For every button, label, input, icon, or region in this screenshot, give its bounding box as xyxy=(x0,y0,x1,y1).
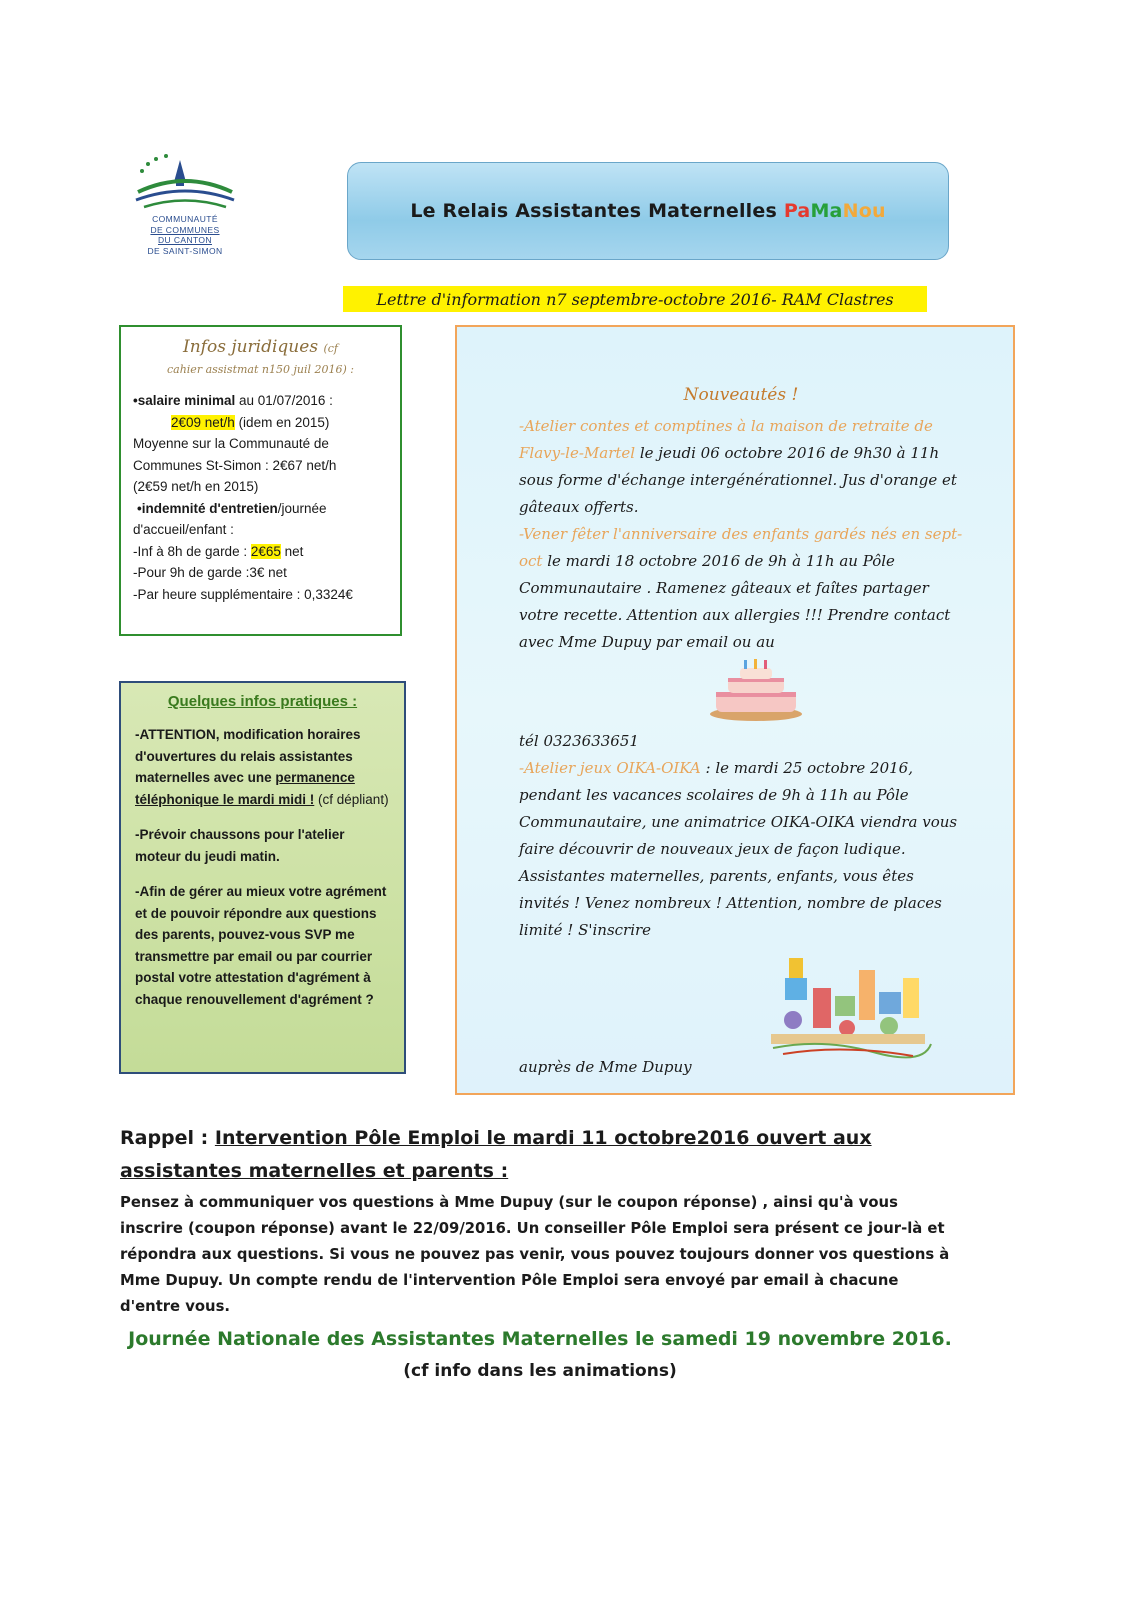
title-nou: Nou xyxy=(842,200,886,222)
news-item xyxy=(519,413,963,521)
title-pa: Pa xyxy=(783,200,811,222)
legal-body xyxy=(133,390,388,605)
news-item-title: -Vener fêter l'anniversaire des enfants gardés nés en sept-oct xyxy=(519,525,963,570)
practical-item: -Afin de gérer au mieux votre agrément et de pouvoir répondre aux questions des parents, pouvez-vous SVP me transmettre par email ou par courrier postal votre attestation d'agrément à chaque renouvellement d'agrément ? xyxy=(135,884,387,1007)
inf8-prefix: -Inf à 8h de garde : xyxy=(133,543,251,559)
logo-line: DE COMMUNES xyxy=(150,224,220,235)
salaire-prev: (idem en 2015) xyxy=(234,414,330,430)
news-item-title: -Atelier jeux OIKA-OIKA xyxy=(519,759,701,777)
logo-emblem-icon xyxy=(130,152,240,214)
reminder-prefix: Rappel : xyxy=(120,1127,215,1149)
salaire-value: 2€09 net/h xyxy=(171,414,235,430)
practical-heading: Quelques infos pratiques : xyxy=(167,693,358,710)
indemnite-suffix: /journée xyxy=(277,500,327,516)
legal-source: cahier assistmat n150 juil 2016) : xyxy=(166,363,355,376)
journee-line2: (cf info dans les animations) xyxy=(403,1361,677,1381)
h9-line: -Pour 9h de garde :3€ net xyxy=(133,565,287,580)
moyenne-line: Communes St-Simon : 2€67 net/h xyxy=(133,457,337,473)
extra-hour-line: -Par heure supplémentaire : 0,3324€ xyxy=(133,586,353,602)
reminder-body: Pensez à communiquer vos questions à Mme Dupuy (sur le coupon réponse) , ainsi qu'à vous inscrire (coupon réponse) avant le 22/09/2016. Un conseiller Pôle Emploi sera présent ce jour-là et répondra aux questions. Si vous ne pouvez pas venir, vous pouvez toujours donner vos questions à Mme Dupuy. Un compte rendu de l'intervention Pôle Emploi sera envoyé par email à chacune d'entre vous. xyxy=(120,1194,950,1315)
news-item-end: auprès de Mme Dupuy xyxy=(519,1058,692,1076)
news-box xyxy=(455,325,1015,1095)
logo-line: DU CANTON xyxy=(158,235,212,245)
page-title xyxy=(410,200,885,222)
legal-heading-note: (cf xyxy=(323,342,338,355)
legal-heading xyxy=(133,337,388,357)
practical-p1-end: (cf dépliant) xyxy=(314,791,389,807)
logo-line: DE SAINT-SIMON xyxy=(147,245,223,256)
wooden-toys-image xyxy=(519,948,963,1060)
salaire-date: au 01/07/2016 : xyxy=(235,393,333,408)
news-item-body: : le mardi 25 octobre 2016, pendant les vacances scolaires de 9h à 11h au Pôle Communautaire, une animatrice OIKA-OIKA viendra vous faire découvrir de nouveaux jeux de façon ludique. Assistantes maternelles, parents, enfants, vous êtes invités ! Venez nombreux ! Attention, nombre de places limité ! S'inscrire xyxy=(519,759,958,939)
news-heading: Nouveautés ! xyxy=(683,385,799,405)
moyenne-line: Moyenne sur la Communauté de xyxy=(133,436,329,451)
logo-text xyxy=(130,214,240,256)
inf8-value: 2€65 xyxy=(250,543,281,559)
legal-info-box xyxy=(119,325,402,636)
contact-phone: tél 0323633651 xyxy=(519,732,639,750)
cake-icon xyxy=(706,658,806,722)
indemnite-label: •indemnité d'entretien xyxy=(137,500,278,516)
moyenne-line: (2€59 net/h en 2015) xyxy=(133,479,259,494)
practical-info-box xyxy=(119,681,406,1074)
reminder-heading: Intervention Pôle Emploi le mardi 11 octobre2016 ouvert aux assistantes maternelles et parents : xyxy=(120,1127,872,1182)
inf8-suffix: net xyxy=(280,543,304,559)
logo-line: COMMUNAUTÉ xyxy=(152,214,218,224)
practical-p1-underlined: permanence téléphonique le mardi midi ! xyxy=(135,770,355,807)
title-prefix: Le Relais Assistantes Maternelles xyxy=(410,200,777,222)
indemnite-line: d'accueil/enfant : xyxy=(133,522,234,537)
reminder-title xyxy=(120,1122,900,1188)
practical-p1-text: -ATTENTION, modification horaires d'ouvertures du relais assistantes maternelles avec une xyxy=(135,727,361,785)
news-item-title: -Atelier contes et comptines à la maison de retraite de Flavy-le-Martel xyxy=(519,417,933,462)
birthday-cake-image xyxy=(519,658,963,722)
news-item-body: le mardi 18 octobre 2016 de 9h à 11h au Pôle Communautaire . Ramenez gâteaux et faîtes partager votre recette. Attention aux allergies !!! Prendre contact avec Mme Dupuy par email ou au xyxy=(519,552,951,651)
community-logo xyxy=(130,152,240,264)
title-ma: Ma xyxy=(810,200,843,222)
salaire-label: •salaire minimal xyxy=(133,393,236,408)
legal-heading-text: Infos juridiques xyxy=(183,337,319,357)
journee-line1: Journée Nationale des Assistantes Maternelles le samedi 19 novembre 2016. xyxy=(128,1328,952,1350)
practical-item xyxy=(135,724,390,810)
news-item xyxy=(519,755,963,944)
news-item xyxy=(519,521,963,656)
title-banner xyxy=(347,162,949,260)
toys-icon xyxy=(763,948,933,1060)
news-item-body: le jeudi 06 octobre 2016 de 9h30 à 11h sous forme d'échange intergénérationnel. Jus d'orange et gâteaux offerts. xyxy=(519,444,957,516)
newsletter-subtitle: Lettre d'information n7 septembre-octobre 2016- RAM Clastres xyxy=(343,286,927,312)
journee-nationale xyxy=(100,1323,980,1387)
practical-item: -Prévoir chaussons pour l'atelier moteur du jeudi matin. xyxy=(135,827,345,864)
